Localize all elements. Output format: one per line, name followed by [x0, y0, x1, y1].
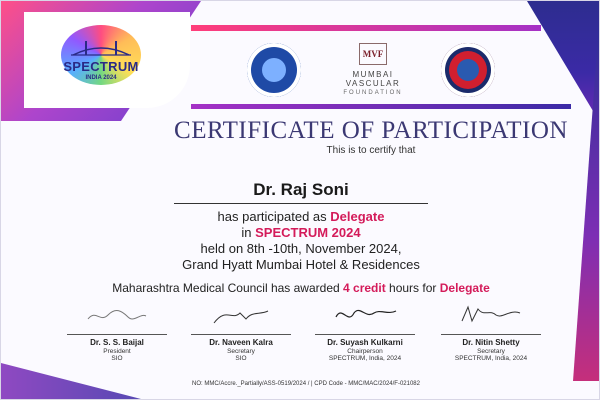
participation-line — [91, 209, 511, 224]
award-prefix: Maharashtra Medical Council has awarded — [112, 281, 344, 295]
signature-block — [61, 301, 173, 362]
signature-image — [330, 301, 400, 327]
signatory-name: Dr. Nitin Shetty — [462, 338, 520, 347]
certificate-title: CERTIFICATE OF PARTICIPATION — [174, 117, 568, 144]
signatory-name: Dr. Naveen Kalra — [209, 338, 273, 347]
signature-block — [309, 301, 421, 362]
signatures — [61, 301, 551, 371]
award-role: Delegate — [439, 281, 490, 295]
signature-image — [82, 301, 152, 327]
signatory-org: SPECTRUM, India, 2024 — [328, 355, 402, 362]
award-mid: hours for — [385, 281, 440, 295]
event-name: SPECTRUM 2024 — [255, 225, 361, 240]
divider — [191, 25, 541, 31]
signature-block — [185, 301, 297, 362]
recipient-name: Dr. Raj Soni — [253, 180, 349, 199]
signatory-name: Dr. S. S. Baijal — [90, 338, 144, 347]
event-logo — [61, 25, 141, 85]
accreditation-footer: NO: MMC/Accre._Partially/ASS-0519/2024 / | CPD Code - MMC/MAC/2024/F-021082 — [192, 381, 420, 387]
partner-seal-logo — [441, 43, 495, 97]
signatory-role: President — [103, 348, 131, 355]
name-underline — [174, 203, 428, 204]
event-line — [91, 225, 511, 240]
signature-image — [456, 301, 526, 327]
mvf-logo — [331, 43, 415, 97]
decorative-band — [479, 1, 599, 121]
signature-rule — [441, 334, 541, 335]
participation-prefix: has participated as — [217, 209, 331, 224]
award-credits: 4 credit — [343, 281, 386, 295]
signature-rule — [191, 334, 291, 335]
mvf-mark: MVF — [359, 43, 387, 65]
signatory-role: Secretary — [227, 348, 255, 355]
sio-seal-logo — [247, 43, 301, 97]
signatory-org: SIO — [111, 355, 123, 362]
bridge-icon — [71, 39, 131, 57]
venue-line: Grand Hyatt Mumbai Hotel & Residences — [182, 257, 420, 272]
event-logo-name: SPECTRUM — [63, 59, 139, 74]
certify-text: This is to certify that — [326, 145, 416, 156]
signatory-org: SPECTRUM, India, 2024 — [454, 355, 528, 362]
event-logo-sub: INDIA 2024 — [85, 75, 117, 81]
signatory-role: Secretary — [477, 348, 505, 355]
event-prefix: in — [241, 225, 256, 240]
signature-image — [206, 301, 276, 327]
date-line: held on 8th -10th, November 2024, — [200, 241, 402, 256]
signatory-role: Chairperson — [347, 348, 383, 355]
signature-rule — [67, 334, 167, 335]
signatory-org: SIO — [235, 355, 247, 362]
mvf-line1: MUMBAI VASCULAR — [345, 70, 401, 88]
signature-block — [435, 301, 547, 362]
award-line — [21, 281, 581, 295]
signature-rule — [315, 334, 415, 335]
participant-role: Delegate — [330, 209, 385, 224]
signatory-name: Dr. Suyash Kulkarni — [327, 338, 403, 347]
divider — [191, 104, 571, 109]
mvf-line2: FOUNDATION — [343, 90, 403, 96]
